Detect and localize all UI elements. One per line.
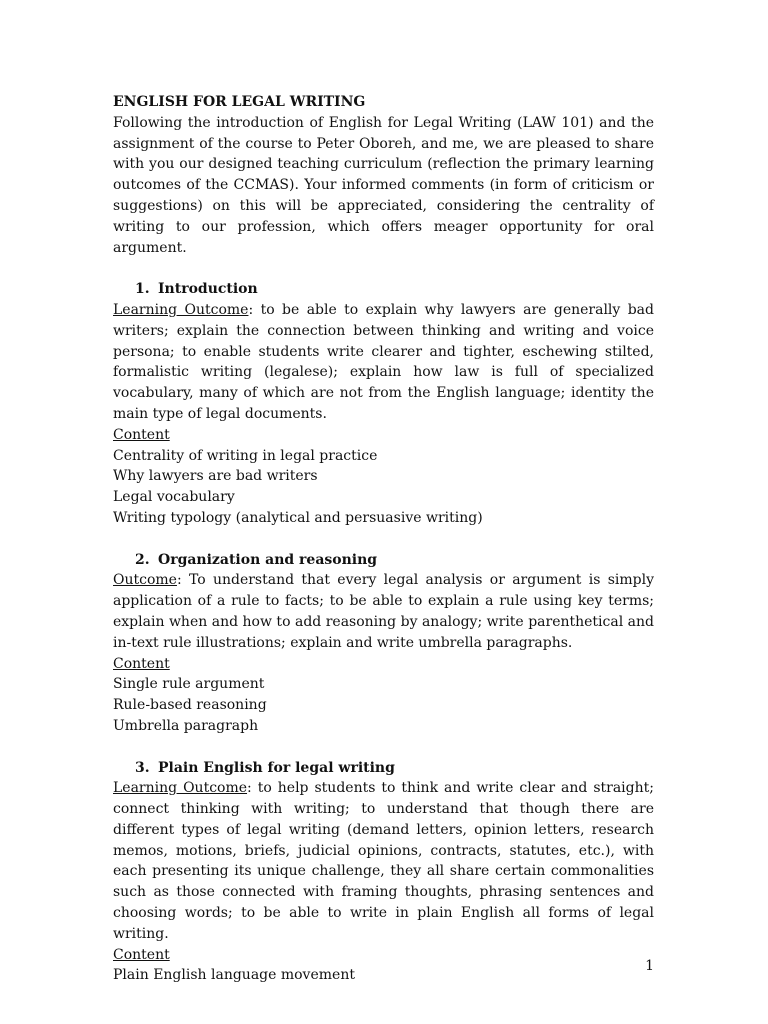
page-number: 1 [645,958,654,974]
content-item: Legal vocabulary [113,489,235,506]
outcome-label: Outcome [113,572,177,589]
learning-outcome [113,570,654,653]
document-body [113,92,654,986]
section-title: Introduction [158,281,258,298]
section-title: Plain English for legal writing [158,759,395,776]
content-item: Rule-based reasoning [113,697,267,714]
content-label: Content [113,946,170,963]
section-organization [113,550,654,737]
section-number: 2. [135,551,150,568]
outcome-label: Learning Outcome [113,301,249,318]
content-item: Plain English language movement [113,967,355,984]
section-title: Organization and reasoning [158,551,378,568]
learning-outcome [113,778,654,944]
content-item: Why lawyers are bad writers [113,468,318,485]
outcome-text: : To understand that every legal analysis or argument is simply application of a rule to facts; to be able to explain a rule using key terms; explain when and how to add reasoning by analogy; write parenthetical and in-text rule illustrations; explain and write umbrella paragraphs. [113,572,654,651]
content-item: Umbrella paragraph [113,717,259,734]
content-item: Single rule argument [113,676,265,693]
content-item: Centrality of writing in legal practice [113,447,378,464]
section-heading [113,758,654,779]
outcome-text: : to be able to explain why lawyers are generally bad writers; explain the connection between thinking and writing and voice persona; to enable students write clearer and tighter, eschewing stilted, formalistic writing (legalese); explain how law is full of specialized vocabulary, many of which are not from the English language; identity the main type of legal documents. [113,301,654,422]
section-number: 1. [135,281,150,298]
section-plain-english [113,758,654,987]
outcome-text: : to help students to think and write clear and straight; connect thinking with writing; to understand that though there are different types of legal writing (demand letters, opinion letters, research memos, motions, briefs, judicial opinions, contracts, statutes, etc.), with each presenting its unique challenge, they all share certain commonalities such as those connected with framing thoughts, phrasing sentences and choosing words; to be able to write in plain English all forms of legal writing. [113,780,654,942]
section-heading [113,279,654,300]
content-label: Content [113,655,170,672]
intro-paragraph: Following the introduction of English for Legal Writing (LAW 101) and the assignment of the course to Peter Oboreh, and me, we are pleased to share with you our designed teaching curriculum (reflection the primary learning outcomes of the CCMAS). Your informed comments (in form of criticism or suggestions) on this will be appreciated, considering the centrality of writing to our profession, which offers meager opportunity for oral argument. [113,114,654,256]
section-introduction [113,279,654,529]
document-title: ENGLISH FOR LEGAL WRITING [113,94,366,110]
content-label: Content [113,426,170,443]
section-number: 3. [135,759,150,776]
section-heading [113,550,654,571]
learning-outcome [113,300,654,425]
outcome-label: Learning Outcome [113,780,248,797]
content-item: Writing typology (analytical and persuasive writing) [113,509,483,526]
